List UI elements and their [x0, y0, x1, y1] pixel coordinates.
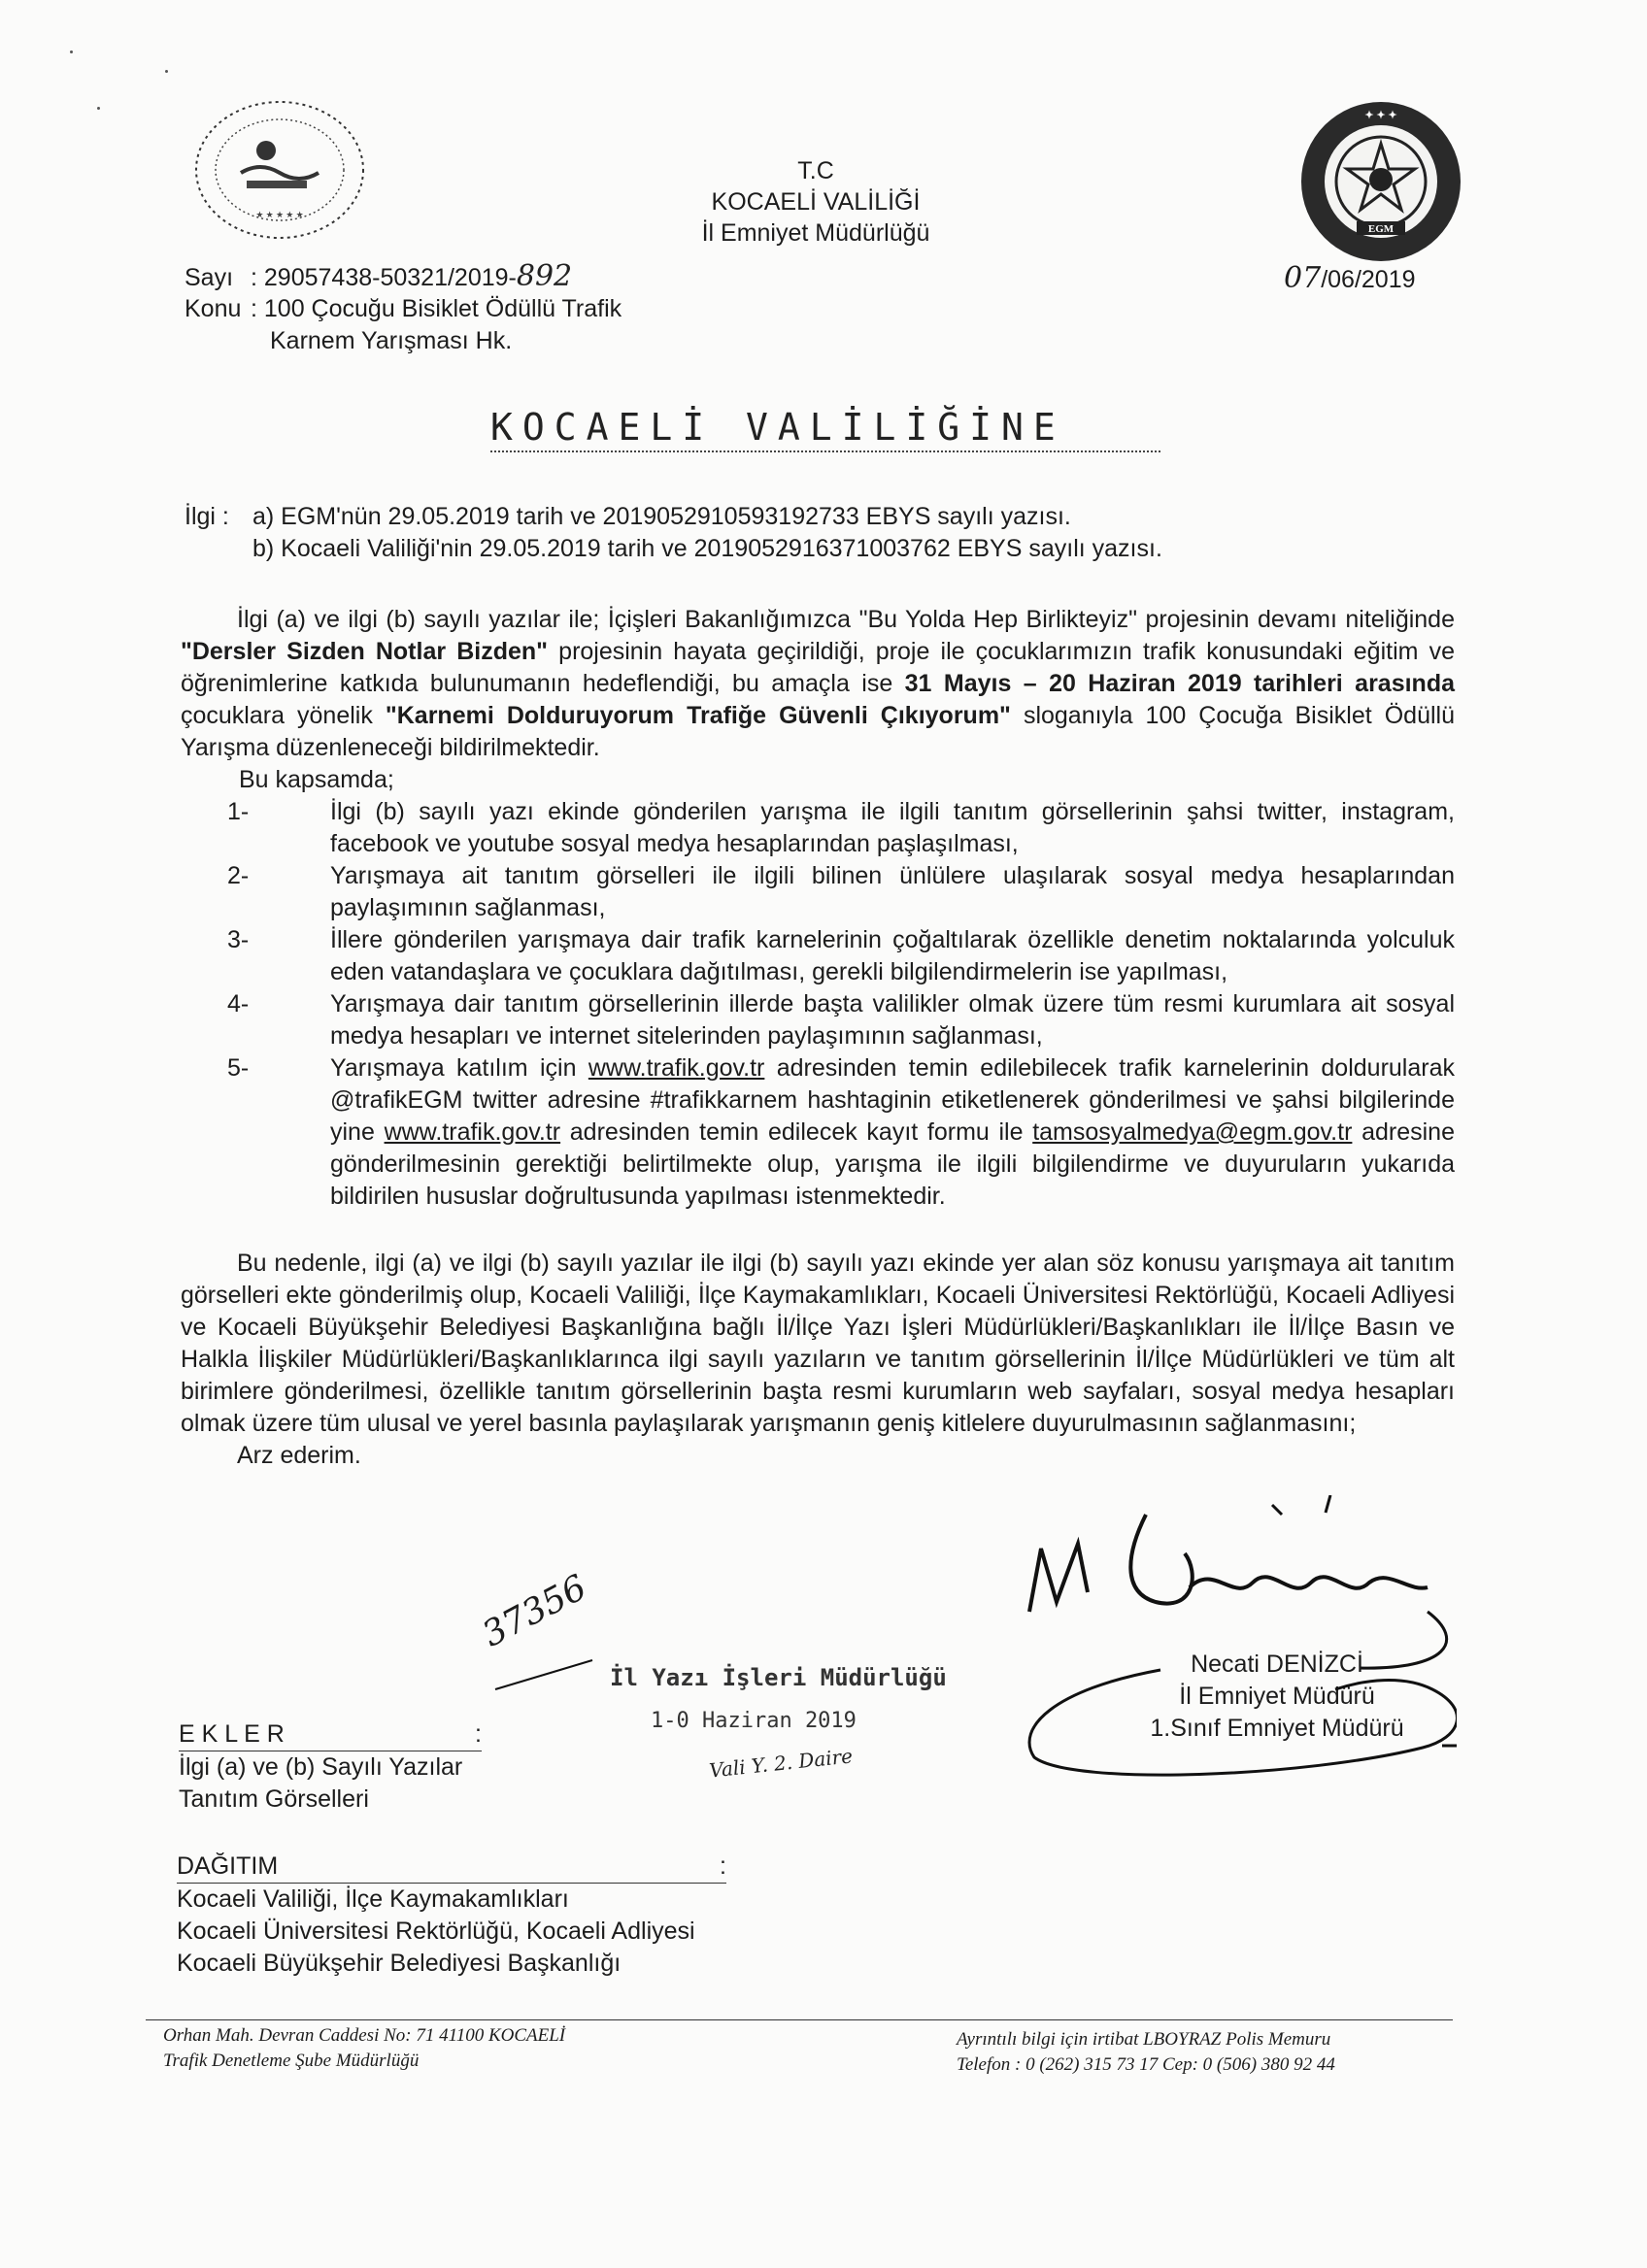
- item-number: 2-: [227, 862, 250, 889]
- addressee-text: KOCAELİ VALİLİĞİNE: [490, 406, 1065, 449]
- list-item: [227, 1052, 1455, 1213]
- signer-title-2: 1.Sınıf Emniyet Müdürü: [1150, 1715, 1404, 1742]
- svg-text:✦ ✦ ✦: ✦ ✦ ✦: [1364, 110, 1397, 121]
- item-number: 4-: [227, 990, 250, 1017]
- body-paragraph-2: Bu nedenle, ilgi (a) ve ilgi (b) sayılı yazılar ile ilgi (b) sayılı yazı ekinde yer alan söz konusu yarışmaya ait tanıtım görselleri ekte gönderilmiş olup, Kocaeli Valiliği, İlçe Kaymakamlıkları, Kocaeli Üniversitesi Rektörlüğü, Kocaeli Adliyesi ve Kocaeli Büyükşehir Belediyesi Başkanlığına bağlı İl/İlçe Yazı İşleri Müdürlükleri/Başkanlıkları ile İl/İlçe Basın ve Halkla İlişkiler Müdürlükleri/Başkanlıklarınca ilgi sayılı yazıların ve tanıtım görsellerinin İl/İlçe Müdürlükleri ve tüm alt birimlere gönderilmesi, özellikle tanıtım görsellerinin başta resmi kurumların web sayfaları, sosyal medya hesapları olmak üzere tüm ulusal ve yerel basınla paylaşılarak yarışmanın geniş kitlelere duyurulmasının sağlanmasını;: [181, 1250, 1455, 1437]
- valilik-heading: KOCAELİ VALİLİĞİ: [711, 188, 921, 216]
- sayi-handwritten: 892: [516, 259, 573, 293]
- sayi-value: : 29057438-50321/2019-: [251, 264, 517, 291]
- handwritten-signature: [1010, 1495, 1476, 1670]
- p1-text-2: projesinin hayata geçirildiği, proje ile çocuklarımızın trafik konusundaki eğitim ve öğrenimlerine katkıda bulunumanın hedeflendiği, bu amaçla ise: [181, 638, 1455, 697]
- scan-speck: [70, 50, 73, 53]
- item-number: 5-: [227, 1054, 250, 1082]
- date-day-handwritten: 07: [1284, 261, 1322, 295]
- arz-line: Arz ederim.: [237, 1442, 361, 1469]
- item-text: Yarışmaya ait tanıtım görselleri ile ilgili bilinen ünlülere ulaşılarak sosyal medya hesaplarından paylaşımının sağlanması,: [330, 862, 1455, 921]
- ekler-item: İlgi (a) ve (b) Sayılı Yazılar: [179, 1753, 463, 1781]
- footer-left: [163, 2023, 565, 2074]
- dagitim-item: Kocaeli Büyükşehir Belediyesi Başkanlığı: [177, 1950, 622, 1977]
- letter-body: [181, 604, 1455, 1472]
- seal-egm-text: EGM: [1367, 223, 1395, 235]
- item-text: İllere gönderilen yarışmaya dair trafik karnelerinin çoğaltılarak özellikle denetim noktalarında yolculuk eden vatandaşlara ve çocuklara dağıtılması, gerekli bilgilendirmelerin ise yapılması,: [330, 926, 1455, 985]
- p1-bold-1: "Dersler Sizden Notlar Bizden": [181, 638, 549, 665]
- item5-text-1: Yarışmaya katılım için: [330, 1054, 588, 1082]
- list-item: [227, 860, 1455, 924]
- item-number: 1-: [227, 798, 250, 825]
- stamp-office: İl Yazı İşleri Müdürlüğü: [610, 1664, 947, 1691]
- ilgi-a: a) EGM'nün 29.05.2019 tarih ve 2019052910593192733 EBYS sayılı yazısı.: [252, 503, 1071, 530]
- list-item: [227, 988, 1455, 1052]
- ekler-colon: :: [475, 1720, 482, 1748]
- sayi-line: [185, 260, 572, 294]
- dagitim-section: [177, 1851, 726, 1980]
- list-item: [227, 796, 1455, 860]
- ekler-item: Tanıtım Görselleri: [179, 1785, 369, 1813]
- dagitim-item: Kocaeli Üniversitesi Rektörlüğü, Kocaeli Adliyesi: [177, 1918, 695, 1945]
- item5-text-2: adresinden temin edilebilecek trafik karnelerinin doldurularak @trafikEGM twitter adresine #trafikkarnem hashtaginin etiketlenerek gönderilmesi ve şahsi bilgilerinde yine: [330, 1054, 1455, 1146]
- item-number: 3-: [227, 926, 250, 953]
- kapsam-line: Bu kapsamda;: [239, 766, 394, 793]
- body-paragraph-1: [181, 604, 1455, 764]
- ekler-heading: E K L E R: [179, 1720, 285, 1748]
- letterhead: [622, 155, 1010, 249]
- konu-label: Konu: [185, 295, 242, 322]
- items-list: [181, 796, 1455, 1213]
- footer-phone: Telefon : 0 (262) 315 73 17 Cep: 0 (506) 380 92 44: [957, 2054, 1335, 2075]
- ilgi-b: b) Kocaeli Valiliği'nin 29.05.2019 tarih ve 2019052916371003762 EBYS sayılı yazısı.: [252, 535, 1162, 562]
- police-seal: [1296, 97, 1466, 267]
- date-rest: /06/2019: [1321, 266, 1416, 293]
- trafik-link[interactable]: www.trafik.gov.tr: [588, 1054, 765, 1082]
- p1-bold-3: "Karnemi Dolduruyorum Trafiğe Güvenli Çıkıyorum": [385, 702, 1011, 729]
- addressee: [490, 406, 1160, 452]
- konu-block: [185, 293, 622, 357]
- ilgi-label: İlgi :: [185, 503, 229, 530]
- scan-speck: [165, 70, 168, 73]
- signature-loop: [1015, 1651, 1457, 1786]
- konu-line1: : 100 Çocuğu Bisiklet Ödüllü Trafik: [251, 295, 622, 322]
- ilgi-block: [185, 501, 1486, 565]
- footer-department: Trafik Denetleme Şube Müdürlüğü: [163, 2051, 420, 2071]
- konu-line2: Karnem Yarışması Hk.: [270, 327, 513, 354]
- stamp-number: 37356: [476, 1567, 593, 1655]
- item-text: İlgi (b) sayılı yazı ekinde gönderilen yarışma ile ilgili tanıtım görsellerinin şahsi twitter, instagram, facebook ve youtube sosyal medya hesaplarından paşlaşılması,: [330, 798, 1455, 857]
- signer-name: Necati DENİZCİ: [1191, 1651, 1363, 1678]
- p1-bold-2: 31 Mayıs – 20 Haziran 2019 tarihleri arasında: [904, 670, 1455, 697]
- scan-speck: [97, 107, 100, 110]
- trafik-link-2[interactable]: www.trafik.gov.tr: [384, 1118, 561, 1146]
- ministry-seal: [190, 97, 369, 243]
- footer-right: [957, 2027, 1335, 2078]
- sayi-label: Sayı: [185, 264, 234, 291]
- list-item: [227, 924, 1455, 988]
- ekler-section: [179, 1718, 482, 1816]
- stamp-note: Vali Y. 2. Daire: [708, 1744, 855, 1783]
- mudurluk-heading: İl Emniyet Müdürlüğü: [701, 219, 930, 247]
- p1-text-4: sloganıyla 100 Çocuğa Bisiklet Ödüllü Yarışma düzenleneceği bildirilmektedir.: [181, 702, 1455, 761]
- svg-text:★ ★ ★ ★ ★: ★ ★ ★ ★ ★: [255, 210, 304, 219]
- stamp-date: 1-0 Haziran 2019: [651, 1709, 857, 1733]
- dagitim-colon: :: [720, 1852, 726, 1880]
- item5-text-4: adresine gönderilmesinin gerektiği belirtilmekte olup, yarışma ile ilgili bilgilendirme ve duyuruların yukarıda bildirilen hususlar doğrultusunda yapılması istenmektedir.: [330, 1118, 1455, 1210]
- received-stamp: [476, 1567, 981, 1816]
- tc-heading: T.C: [797, 157, 834, 184]
- footer-rule: [146, 2019, 1453, 2020]
- item-text: Yarışmaya dair tanıtım görsellerinin illerde başta valilikler olmak üzere tüm resmi kurumlara ait sosyal medya hesapları ve internet sitelerinden paylaşımının sağlanması,: [330, 990, 1455, 1050]
- email-link[interactable]: tamsosyalmedya@egm.gov.tr: [1032, 1118, 1353, 1146]
- dagitim-heading: DAĞITIM: [177, 1852, 279, 1880]
- footer-contact: Ayrıntılı bilgi için irtibat LBOYRAZ Polis Memuru: [957, 2029, 1331, 2050]
- signer-title-1: İl Emniyet Müdürü: [1179, 1683, 1375, 1710]
- dagitim-item: Kocaeli Valiliği, İlçe Kaymakamlıkları: [177, 1885, 569, 1913]
- p1-text-3: çocuklara yönelik: [181, 702, 386, 729]
- document-date: [1284, 262, 1416, 296]
- item5-text-3: adresinden temin edilecek kayıt formu ile: [560, 1118, 1033, 1146]
- footer-address: Orhan Mah. Devran Caddesi No: 71 41100 KOCAELİ: [163, 2025, 566, 2046]
- p1-text-1: İlgi (a) ve ilgi (b) sayılı yazılar ile; İçişleri Bakanlığımızca "Bu Yolda Hep Birlikteyiz" projesinin devamı niteliğinde: [237, 606, 1455, 633]
